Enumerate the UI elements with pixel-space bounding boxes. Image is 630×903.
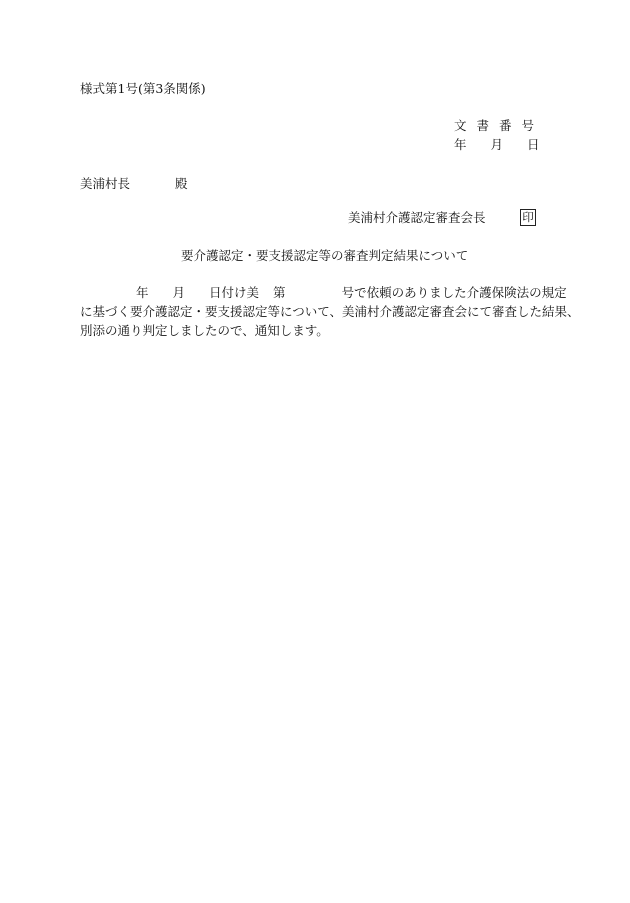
- addressee: [80, 178, 188, 191]
- sender-title: 美浦村介護認定審査会長: [348, 210, 486, 225]
- document-number-label: [454, 120, 534, 133]
- body-dai: 第: [273, 285, 286, 300]
- body-line-3: 別添の通り判定しましたので、通知します。: [80, 323, 329, 338]
- date-month-unit: 月: [490, 137, 504, 152]
- addressee-name: 美浦村長: [80, 176, 131, 191]
- doc-number-char: 書: [476, 118, 490, 133]
- subject-heading: 要介護認定・要支援認定等の審査判定結果について: [181, 248, 469, 263]
- form-label: 様式第1号(第3条関係): [80, 81, 206, 96]
- date-year-unit: 年: [454, 137, 467, 152]
- doc-number-char: 番: [499, 118, 512, 133]
- body-line-1: [80, 287, 567, 300]
- addressee-honorific: 殿: [175, 176, 188, 191]
- body-line-2: に基づく要介護認定・要支援認定等について、美浦村介護認定審査会にて審査した結果、: [80, 304, 580, 319]
- date-day-unit: 日: [527, 137, 540, 152]
- issue-date: [454, 139, 540, 152]
- body-month-unit: 月: [172, 285, 186, 300]
- body-year-unit: 年: [136, 285, 149, 300]
- body-line-1-rest: 号で依頼のありました介護保険法の規定: [341, 285, 567, 300]
- doc-number-char: 号: [521, 118, 535, 133]
- seal-mark: 印: [520, 209, 536, 226]
- doc-number-char: 文: [454, 118, 467, 133]
- body-day-prefix: 日付け美: [209, 285, 260, 300]
